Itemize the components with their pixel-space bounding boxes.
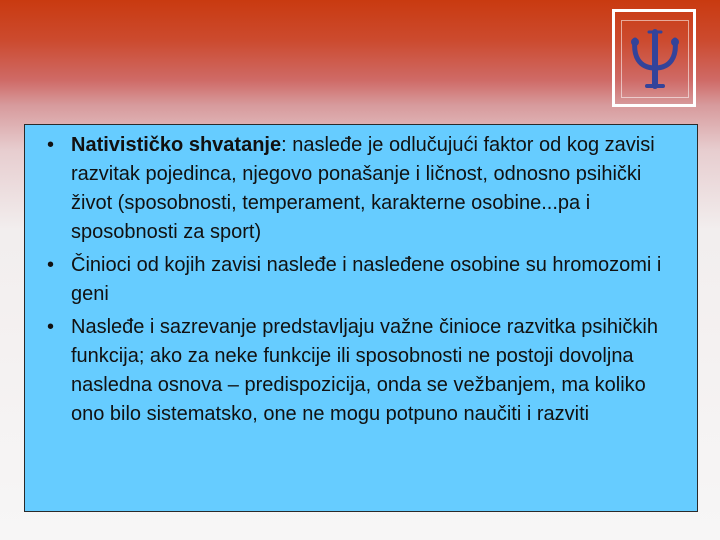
bullet-item-heredity-maturation xyxy=(45,313,677,429)
bullet-text: Nasleđe i sazrevanje predstavljaju važne činioce razvitka psihičkih funkcija; ako za neke funkcije ili sposobnosti ne postoji dovoljna nasledna osnova – predispozicija, onda se vežbanjem, ma koliko ono bilo sistematsko, one ne mogu potpuno naučiti i razviti xyxy=(71,316,658,425)
bullet-list xyxy=(45,131,677,429)
bullet-dot: • xyxy=(47,254,55,276)
bullet-text: Činioci od kojih zavisi nasleđe i nasleđene osobine su hromozomi i geni xyxy=(71,254,662,305)
bullet-dot: • xyxy=(47,134,55,156)
psi-icon xyxy=(627,26,683,92)
bullet-term: Nativističko shvatanje xyxy=(71,134,282,156)
logo-frame xyxy=(612,9,696,107)
logo-inner-frame xyxy=(621,20,689,98)
bullet-text: : nasleđe je odlučujući faktor od kog zavisi razvitak pojedinca, njegovo ponašanje i ličnost, odnosno psihički život (sposobnosti, temperament, karakterne osobine...pa i sposobnosti za sport) xyxy=(71,134,655,243)
bullet-item-factors xyxy=(45,251,677,309)
bullet-dot: • xyxy=(47,316,55,338)
bullet-item-nativism xyxy=(45,131,677,247)
content-box xyxy=(24,124,698,512)
